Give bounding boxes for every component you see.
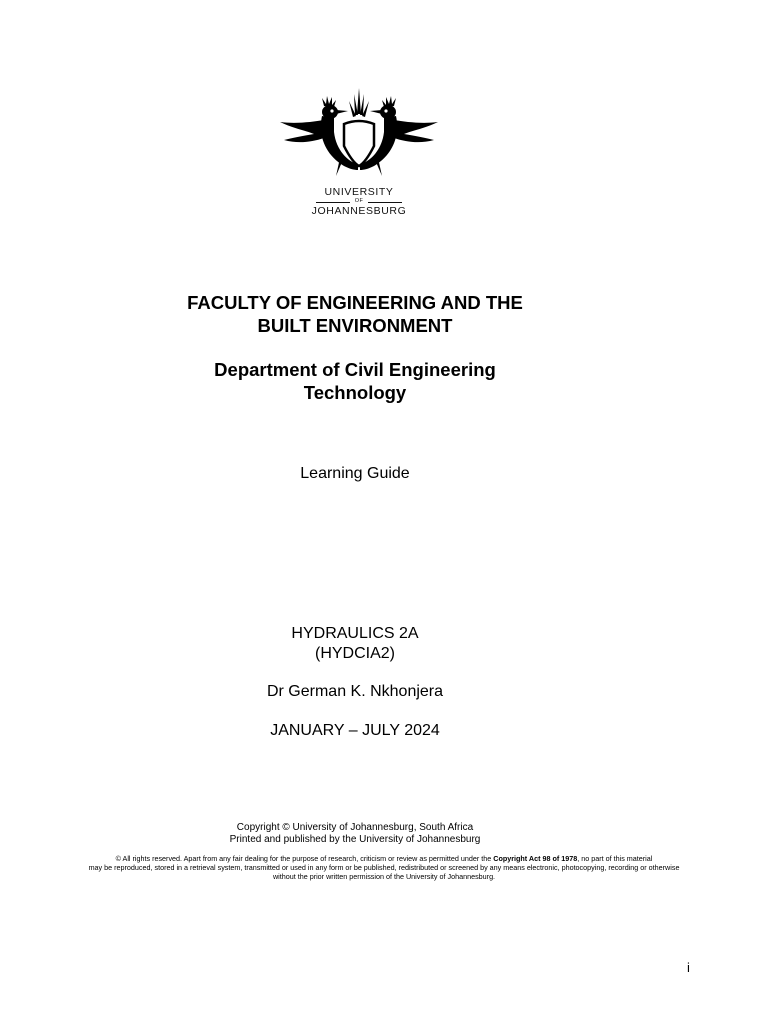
copyright-line-1: Copyright © University of Johannesburg, South Africa xyxy=(236,822,474,833)
logo-of-text: OF xyxy=(354,198,364,204)
logo-rule-right xyxy=(368,202,402,203)
department-line-1: Department of Civil Engineering xyxy=(214,359,496,380)
faculty-line-2: BUILT ENVIRONMENT xyxy=(257,315,453,336)
copyright-act: Copyright Act 98 of 1978 xyxy=(493,854,578,863)
course-name: HYDRAULICS 2A xyxy=(291,625,419,642)
course-code: (HYDCIA2) xyxy=(314,645,395,662)
copyright-notice xyxy=(0,822,710,846)
rights-line-3: without the prior written permission of the University of Johannesburg. xyxy=(272,871,496,881)
rights-line-2: may be reproduced, stored in a retrieval system, transmitted or used in any form or be published, redistributed or screened by any means electronic, photocopying, recording or otherwise xyxy=(88,862,680,872)
logo-university-text: UNIVERSITY xyxy=(324,186,394,198)
academic-period: JANUARY – JULY 2024 xyxy=(270,722,440,739)
faculty-heading xyxy=(0,291,710,337)
document-type: Learning Guide xyxy=(300,465,410,482)
department-line-2: Technology xyxy=(303,382,407,403)
logo-johannesburg-text: JOHANNESBURG xyxy=(311,205,407,217)
crest-birds-icon xyxy=(278,84,440,184)
rights-statement xyxy=(0,855,768,881)
department-heading xyxy=(0,358,710,404)
faculty-line-1: FACULTY OF ENGINEERING AND THE xyxy=(187,292,523,313)
copyright-line-2: Printed and published by the University of Johannesburg xyxy=(229,834,481,845)
rights-line-1-pre: © All rights reserved. Apart from any fair dealing for the purpose of research, criticism or review as permitted under the xyxy=(115,854,494,863)
page-number: i xyxy=(687,960,690,975)
course-info xyxy=(0,624,710,664)
rights-line-1-post: , no part of this material xyxy=(577,854,653,863)
university-logo xyxy=(278,84,440,220)
author-name: Dr German K. Nkhonjera xyxy=(266,683,444,700)
